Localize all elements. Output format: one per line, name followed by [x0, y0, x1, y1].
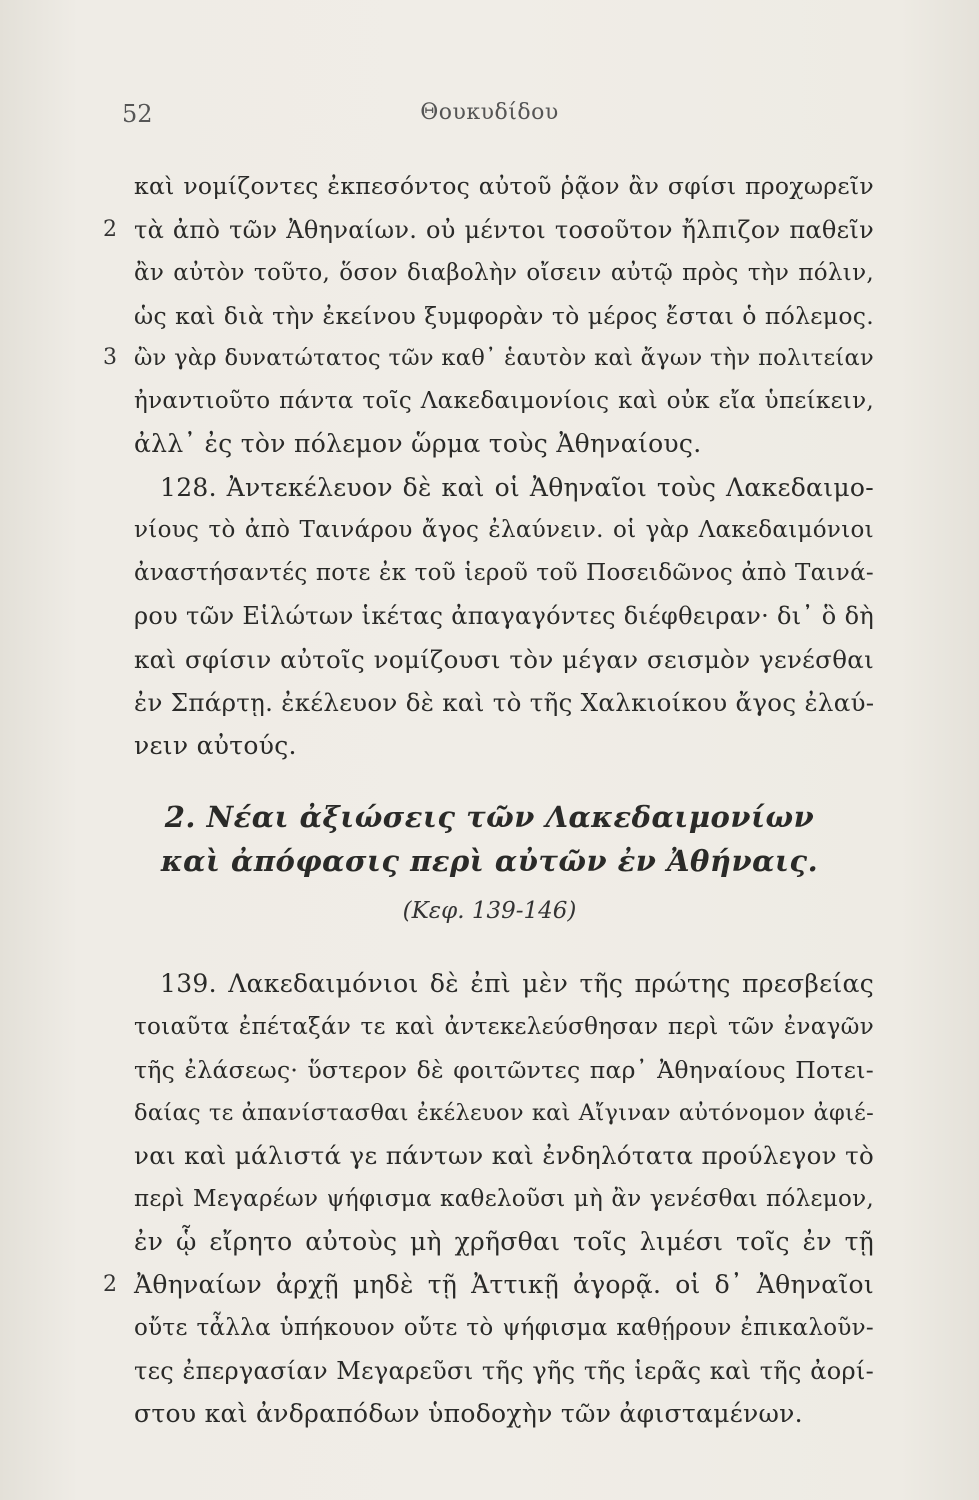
- text-line: ναι καὶ μάλιστά γε πάντων καὶ ἐνδηλότατα προύλεγον τὸ: [134, 1141, 874, 1170]
- text-line: περὶ Μεγαρέων ψήφισμα καθελοῦσι μὴ ἂν γενέσθαι πόλεμον,: [134, 1186, 874, 1212]
- text-line: τὰ ἀπὸ τῶν Ἀθηναίων. οὐ μέντοι τοσοῦτον ἤλπιζον παθεῖν: [134, 216, 874, 244]
- text-line: ὢν γὰρ δυνατώτατος τῶν καθ᾽ ἑαυτὸν καὶ ἄγων τὴν πολιτείαν: [134, 345, 874, 371]
- text-line: ἂν αὐτὸν τοῦτο, ὅσον διαβολὴν οἴσειν αὐτῷ πρὸς τὴν πόλιν,: [134, 260, 874, 286]
- margin-number: 2: [103, 217, 117, 242]
- text-line: τῆς ἐλάσεως· ὕστερον δὲ φοιτῶντες παρ᾽ Ἀθηναίους Ποτει-: [134, 1056, 874, 1084]
- running-title: Θουκυδίδου: [420, 100, 559, 125]
- text-line: ἐν Σπάρτῃ. ἐκέλευον δὲ καὶ τὸ τῆς Χαλκιοίκου ἄγος ἐλαύ-: [134, 688, 875, 717]
- text-line: οὔτε τἆλλα ὑπήκουον οὔτε τὸ ψήφισμα καθῄρουν ἐπικαλοῦν-: [134, 1315, 874, 1341]
- text-line: ἀλλ᾽ ἐς τὸν πόλεμον ὥρμα τοὺς Ἀθηναίους.: [134, 429, 702, 458]
- section-heading-line-2: καὶ ἀπόφασις περὶ αὐτῶν ἐν Ἀθήναις.: [160, 844, 819, 878]
- section-heading-line-1: 2. Νέαι ἀξιώσεις τῶν Λακεδαιμονίων: [164, 800, 815, 834]
- margin-number: 2: [103, 1272, 117, 1297]
- section-chapter-range: (Κεφ. 139-146): [402, 898, 577, 924]
- text-line: νειν αὐτούς.: [134, 731, 297, 760]
- page-header: [0, 100, 979, 134]
- text-line: ἐν ᾧ εἴρητο αὐτοὺς μὴ χρῆσθαι τοῖς λιμέσι τοῖς ἐν τῇ: [134, 1227, 874, 1256]
- text-line: καὶ νομίζοντες ἐκπεσόντος αὐτοῦ ῥᾷον ἂν σφίσι προχωρεῖν: [134, 172, 874, 200]
- text-line: τες ἐπεργασίαν Μεγαρεῦσι τῆς γῆς τῆς ἱερᾶς καὶ τῆς ἀορί-: [134, 1357, 874, 1385]
- margin-number: 3: [103, 345, 117, 370]
- text-line: 128. Ἀντεκέλευον δὲ καὶ οἱ Ἀθηναῖοι τοὺς Λακεδαιμο-: [160, 473, 874, 502]
- text-line: τοιαῦτα ἐπέταξάν τε καὶ ἀντεκελεύσθησαν περὶ τῶν ἐναγῶν: [134, 1014, 874, 1040]
- text-line: Ἀθηναίων ἀρχῇ μηδὲ τῇ Ἀττικῇ ἀγορᾷ. οἱ δ᾽ Ἀθηναῖοι: [134, 1270, 874, 1299]
- text-line: στου καὶ ἀνδραπόδων ὑποδοχὴν τῶν ἀφισταμένων.: [134, 1399, 803, 1428]
- page-number: 52: [122, 100, 153, 128]
- text-line: ὡς καὶ διὰ τὴν ἐκείνου ξυμφορὰν τὸ μέρος ἔσται ὁ πόλεμος.: [134, 302, 874, 330]
- text-line: ἀναστήσαντές ποτε ἐκ τοῦ ἱεροῦ τοῦ Ποσειδῶνος ἀπὸ Ταινά-: [134, 560, 874, 586]
- text-line: δαίας τε ἀπανίστασθαι ἐκέλευον καὶ Αἴγιναν αὐτόνομον ἀφιέ-: [134, 1100, 874, 1126]
- text-line: καὶ σφίσιν αὐτοῖς νομίζουσι τὸν μέγαν σεισμὸν γενέσθαι: [134, 645, 874, 674]
- text-line: νίους τὸ ἀπὸ Ταινάρου ἄγος ἐλαύνειν. οἱ γὰρ Λακεδαιμόνιοι: [134, 517, 874, 543]
- text-line: ἠναντιοῦτο πάντα τοῖς Λακεδαιμονίοις καὶ οὐκ εἴα ὑπείκειν,: [134, 388, 874, 414]
- text-line: ρου τῶν Εἱλώτων ἱκέτας ἀπαγαγόντες διέφθειραν· δι᾽ ὃ δὴ: [134, 602, 874, 630]
- text-line: 139. Λακεδαιμόνιοι δὲ ἐπὶ μὲν τῆς πρώτης πρεσβείας: [160, 969, 874, 998]
